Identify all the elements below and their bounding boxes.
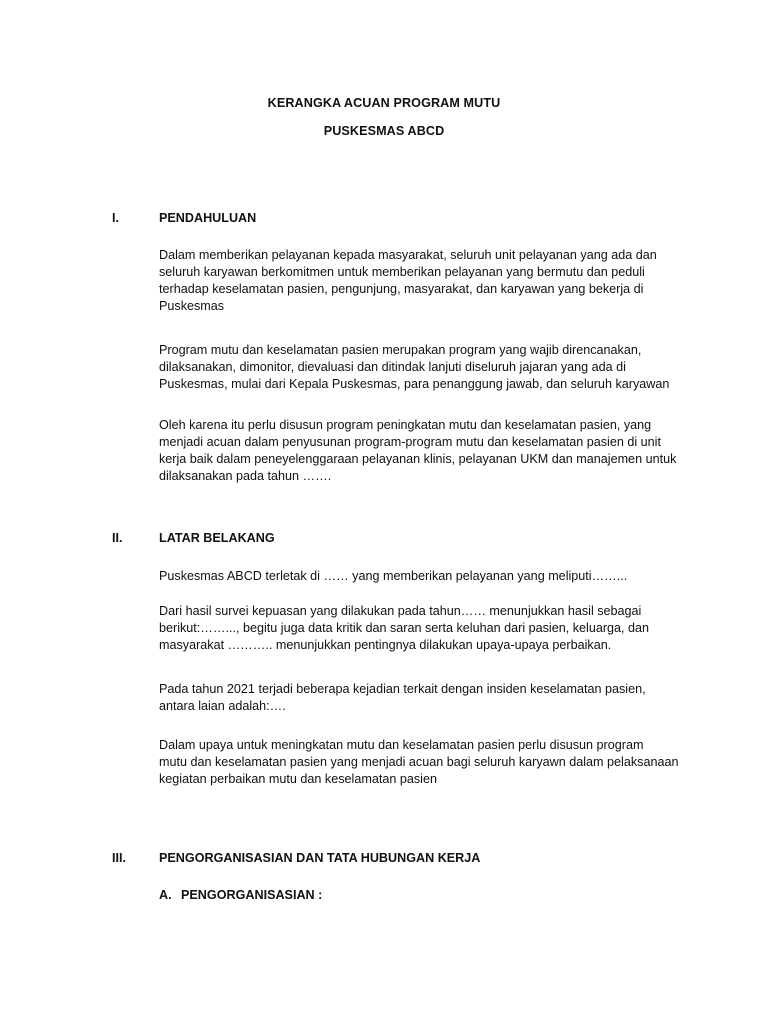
paragraph-line: seluruh karyawan berkomitmen untuk memberikan pelayanan yang bermutu dan peduli — [159, 265, 645, 279]
document-subtitle: PUSKESMAS ABCD — [323, 124, 445, 138]
paragraph-line: Puskesmas — [159, 299, 225, 313]
paragraph-line: Puskesmas ABCD terletak di …… yang memberikan pelayanan yang meliputi……... — [159, 569, 628, 583]
section-number: II. — [112, 531, 123, 545]
paragraph-line: berikut:……..., begitu juga data kritik dan saran serta keluhan dari pasien, keluarga, dan — [159, 621, 650, 635]
section-heading: PENDAHULUAN — [159, 211, 257, 225]
paragraph-line: Dari hasil survei kepuasan yang dilakukan pada tahun…… menunjukkan hasil sebagai — [159, 604, 642, 618]
paragraph-line: menjadi acuan dalam penyusunan program-program mutu dan keselamatan pasien di unit — [159, 435, 661, 449]
document-title: KERANGKA ACUAN PROGRAM MUTU — [267, 96, 501, 110]
subsection-label: A. — [159, 888, 172, 902]
section-number: III. — [112, 851, 126, 865]
paragraph-line: terhadap keselamatan pasien, pengunjung, masyarakat, dan karyawan yang bekerja di — [159, 282, 644, 296]
paragraph — [159, 680, 699, 714]
paragraph-line: Puskesmas, mulai dari Kepala Puskesmas, para penanggung jawab, dan seluruh karyawan — [159, 377, 670, 391]
section-heading: LATAR BELAKANG — [159, 531, 275, 545]
paragraph-line: Oleh karena itu perlu disusun program peningkatan mutu dan keselamatan pasien, yang — [159, 418, 652, 432]
paragraph-line: Program mutu dan keselamatan pasien merupakan program yang wajib direncanakan, — [159, 343, 642, 357]
paragraph-line: kegiatan perbaikan mutu dan keselamatan pasien — [159, 772, 437, 786]
paragraph-line: Dalam memberikan pelayanan kepada masyarakat, seluruh unit pelayanan yang ada dan — [159, 248, 657, 262]
paragraph — [159, 341, 699, 392]
paragraph — [159, 602, 699, 653]
section-heading: PENGORGANISASIAN DAN TATA HUBUNGAN KERJA — [159, 851, 481, 865]
subsection-heading: PENGORGANISASIAN : — [181, 888, 323, 902]
paragraph-line: Dalam upaya untuk meningkatan mutu dan keselamatan pasien perlu disusun program — [159, 738, 644, 752]
paragraph-line: dilaksanakan pada tahun ……. — [159, 469, 332, 483]
section-number: I. — [112, 211, 119, 225]
paragraph-line: mutu dan keselamatan pasien yang menjadi acuan bagi seluruh karyawn dalam pelaksanaan — [159, 755, 679, 769]
paragraph — [159, 567, 699, 584]
paragraph-line: dilaksanakan, dimonitor, dievaluasi dan ditindak lanjuti diseluruh jajaran yang ada di — [159, 360, 626, 374]
paragraph — [159, 416, 699, 484]
paragraph-line: Pada tahun 2021 terjadi beberapa kejadian terkait dengan insiden keselamatan pasien, — [159, 682, 646, 696]
paragraph-line: antara laian adalah:…. — [159, 699, 286, 713]
paragraph-line: masyarakat ……….. menunjukkan pentingnya dilakukan upaya-upaya perbaikan. — [159, 638, 612, 652]
paragraph — [159, 736, 699, 787]
paragraph — [159, 246, 699, 314]
paragraph-line: kerja baik dalam peneyelenggaraan pelayanan klinis, pelayanan UKM dan manajemen untuk — [159, 452, 677, 466]
